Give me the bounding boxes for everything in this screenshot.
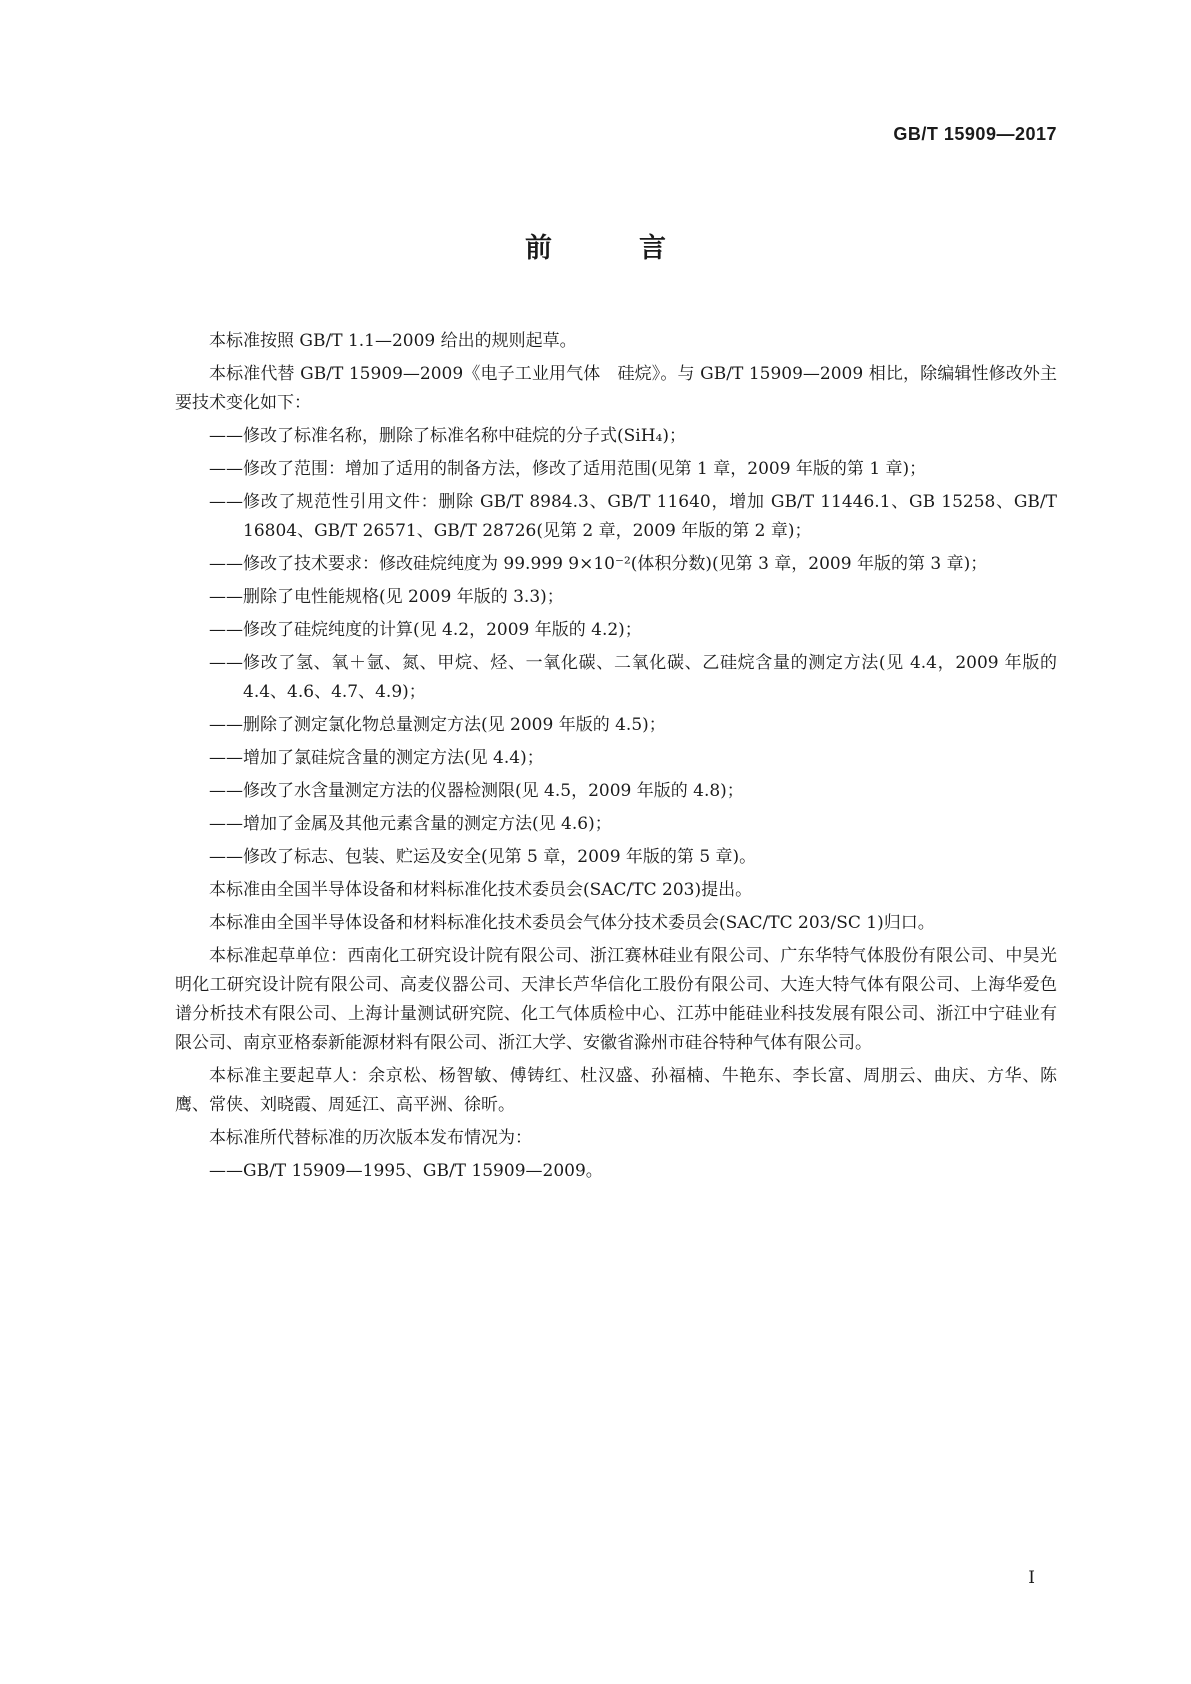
list-item	[175, 455, 1057, 484]
list-item	[175, 649, 1057, 707]
change-list	[175, 422, 1057, 872]
list-item-text: 修改了标志、包装、贮运及安全(见第 5 章，2009 年版的第 5 章)。	[243, 847, 757, 867]
list-item	[175, 810, 1057, 839]
standard-code: GB/T 15909—2017	[893, 124, 1057, 144]
document-body	[175, 327, 1057, 1190]
list-item-text: 修改了标准名称，删除了标准名称中硅烷的分子式(SiH₄)；	[243, 426, 686, 446]
dash-marker: ——	[209, 715, 243, 735]
list-item-text: 增加了氯硅烷含量的测定方法(见 4.4)；	[243, 748, 544, 768]
paragraph-administered-by: 本标准由全国半导体设备和材料标准化技术委员会气体分技术委员会(SAC/TC 203/SC 1)归口。	[209, 913, 935, 933]
list-item	[175, 616, 1057, 645]
list-item-text: 修改了范围：增加了适用的制备方法，修改了适用范围(见第 1 章，2009 年版的第 1 章)；	[243, 459, 927, 479]
list-item	[175, 744, 1057, 773]
list-item-text: 修改了硅烷纯度的计算(见 4.2，2009 年版的 4.2)；	[243, 620, 642, 640]
dash-marker: ——	[209, 781, 243, 801]
list-item-text: 删除了测定氯化物总量测定方法(见 2009 年版的 4.5)；	[243, 715, 666, 735]
list-item	[175, 488, 1057, 546]
history-item	[175, 1157, 1057, 1186]
dash-marker: ——	[209, 554, 243, 574]
paragraph-proposed-by: 本标准由全国半导体设备和材料标准化技术委员会(SAC/TC 203)提出。	[209, 880, 753, 900]
dash-marker: ——	[209, 847, 243, 867]
paragraph-drafting-rule: 本标准按照 GB/T 1.1—2009 给出的规则起草。	[209, 331, 577, 351]
list-item-text: 删除了电性能规格(见 2009 年版的 3.3)；	[243, 587, 564, 607]
dash-marker: ——	[209, 620, 243, 640]
page-title: 前 言	[525, 233, 696, 264]
list-item-text: 修改了水含量测定方法的仪器检测限(见 4.5，2009 年版的 4.8)；	[243, 781, 744, 801]
list-item-text: 修改了氢、氧＋氩、氮、甲烷、烃、一氧化碳、二氧化碳、乙硅烷含量的测定方法(见 4.4，2009 年版的 4.4、4.6、4.7、4.9)；	[243, 653, 1057, 702]
list-item	[175, 550, 1057, 579]
paragraph-replacement: 本标准代替 GB/T 15909—2009《电子工业用气体 硅烷》。与 GB/T 15909—2009 相比，除编辑性修改外主要技术变化如下：	[175, 364, 1057, 413]
list-item-text: 增加了金属及其他元素含量的测定方法(见 4.6)；	[243, 814, 612, 834]
paragraph-drafters: 本标准主要起草人：余京松、杨智敏、傅铸红、杜汉盛、孙福楠、牛艳东、李长富、周朋云、曲庆、方华、陈鹰、常侠、刘晓霞、周延江、高平洲、徐昕。	[175, 1066, 1057, 1115]
list-item	[175, 583, 1057, 612]
page-number: I	[1028, 1568, 1035, 1588]
dash-marker: ——	[209, 653, 243, 673]
list-item-text: 修改了规范性引用文件：删除 GB/T 8984.3、GB/T 11640，增加 GB/T 11446.1、GB 15258、GB/T 16804、GB/T 26571、GB/T 28726(见第 2 章，2009 年版的第 2 章)；	[243, 492, 1057, 541]
dash-marker: ——	[209, 1161, 243, 1181]
paragraph-history-intro: 本标准所代替标准的历次版本发布情况为：	[209, 1128, 532, 1148]
list-item	[175, 711, 1057, 740]
dash-marker: ——	[209, 426, 243, 446]
history-item-text: GB/T 15909—1995、GB/T 15909—2009。	[243, 1161, 603, 1181]
dash-marker: ——	[209, 814, 243, 834]
dash-marker: ——	[209, 748, 243, 768]
dash-marker: ——	[209, 492, 243, 512]
dash-marker: ——	[209, 587, 243, 607]
list-item	[175, 843, 1057, 872]
list-item-text: 修改了技术要求：修改硅烷纯度为 99.999 9×10⁻²(体积分数)(见第 3 章，2009 年版的第 3 章)；	[243, 554, 988, 574]
dash-marker: ——	[209, 459, 243, 479]
list-item	[175, 422, 1057, 451]
list-item	[175, 777, 1057, 806]
paragraph-drafting-units: 本标准起草单位：西南化工研究设计院有限公司、浙江赛林硅业有限公司、广东华特气体股份有限公司、中昊光明化工研究设计院有限公司、高麦仪器公司、天津长芦华信化工股份有限公司、大连大特气体有限公司、上海华爱色谱分析技术有限公司、上海计量测试研究院、化工气体质检中心、江苏中能硅业科技发展有限公司、浙江中宁硅业有限公司、南京亚格泰新能源材料有限公司、浙江大学、安徽省滁州市硅谷特种气体有限公司。	[175, 946, 1057, 1053]
